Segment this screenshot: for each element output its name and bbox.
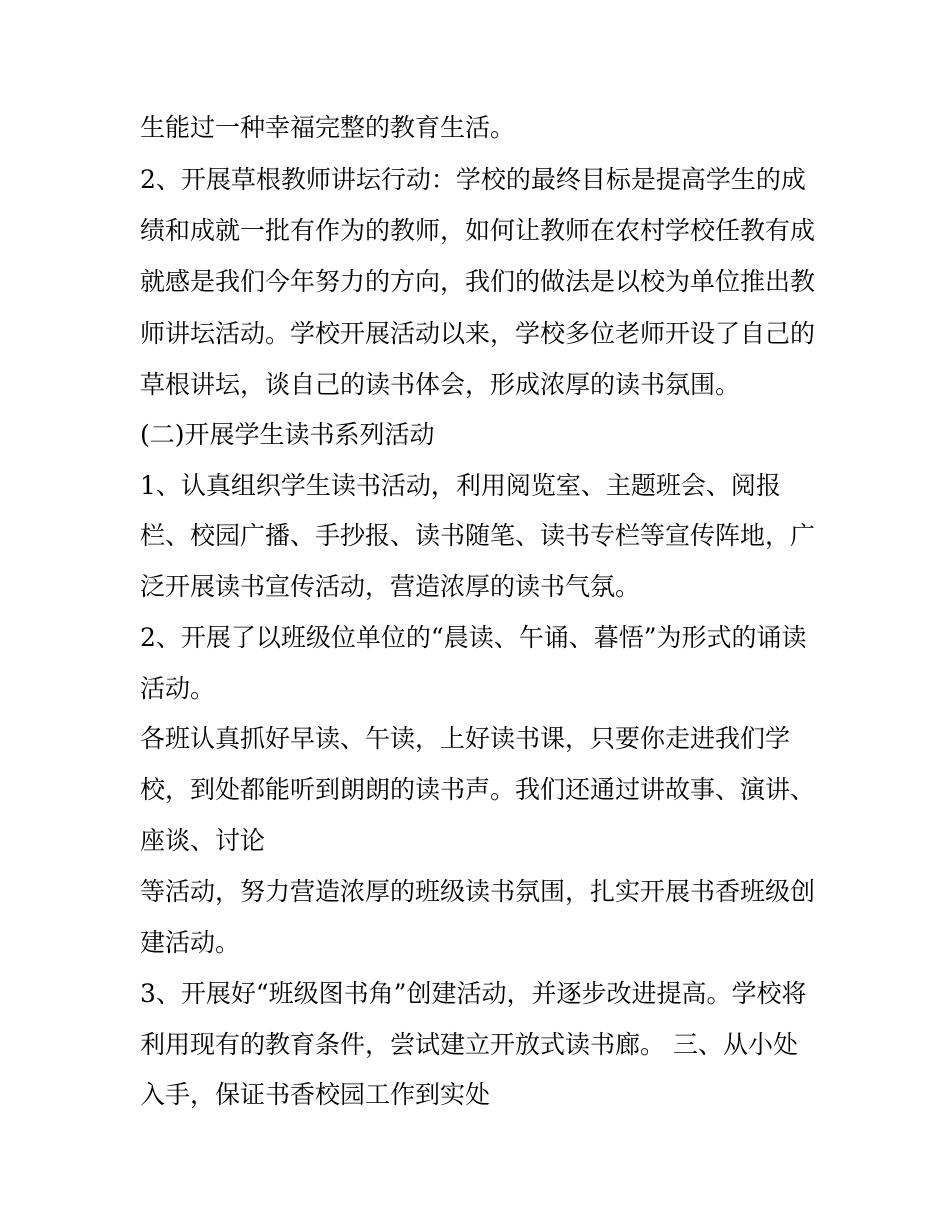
- text-line: 校，到处都能听到朗朗的读书声。我们还通过讲故事、演讲、: [140, 775, 816, 804]
- text-line: 栏、校园广播、手抄报、读书随笔、读书专栏等宣传阵地，广: [140, 521, 816, 550]
- text-line: 各班认真抓好早读、午读，上好读书课，只要你走进我们学: [140, 724, 791, 753]
- text-line: 生能过一种幸福完整的教育生活。: [140, 113, 516, 142]
- text-line: 2、开展草根教师讲坛行动：学校的最终目标是提高学生的成: [140, 165, 806, 194]
- text-line: 就感是我们今年努力的方向，我们的做法是以校为单位推出教: [140, 267, 816, 296]
- section-heading: (二)开展学生读书系列活动: [140, 420, 435, 449]
- text-line: 等活动，努力营造浓厚的班级读书氛围，扎实开展书香班级创: [140, 877, 816, 906]
- text-line: 利用现有的教育条件，尝试建立开放式读书廊。 三、从小处: [140, 1030, 798, 1059]
- text-line: 活动。: [140, 674, 216, 703]
- text-line: 师讲坛活动。学校开展活动以来，学校多位老师开设了自己的: [140, 319, 816, 348]
- text-line: 绩和成就一批有作为的教师，如何让教师在农村学校任教有成: [140, 216, 816, 245]
- text-line: 座谈、讨论: [140, 826, 266, 855]
- text-line: 入手，保证书香校园工作到实处: [140, 1080, 491, 1109]
- text-line: 2、开展了以班级位单位的“晨读、午诵、暮悟”为形式的诵读: [140, 623, 807, 652]
- text-line: 3、开展好“班级图书角”创建活动，并逐步改进提高。学校将: [140, 979, 807, 1008]
- text-line: 1、认真组织学生读书活动，利用阅览室、主题班会、阅报: [140, 471, 781, 500]
- text-line: 建活动。: [140, 928, 241, 957]
- text-line: 泛开展读书宣传活动，营造浓厚的读书气氛。: [140, 572, 641, 601]
- text-line: 草根讲坛，谈自己的读书体会，形成浓厚的读书氛围。: [140, 370, 741, 399]
